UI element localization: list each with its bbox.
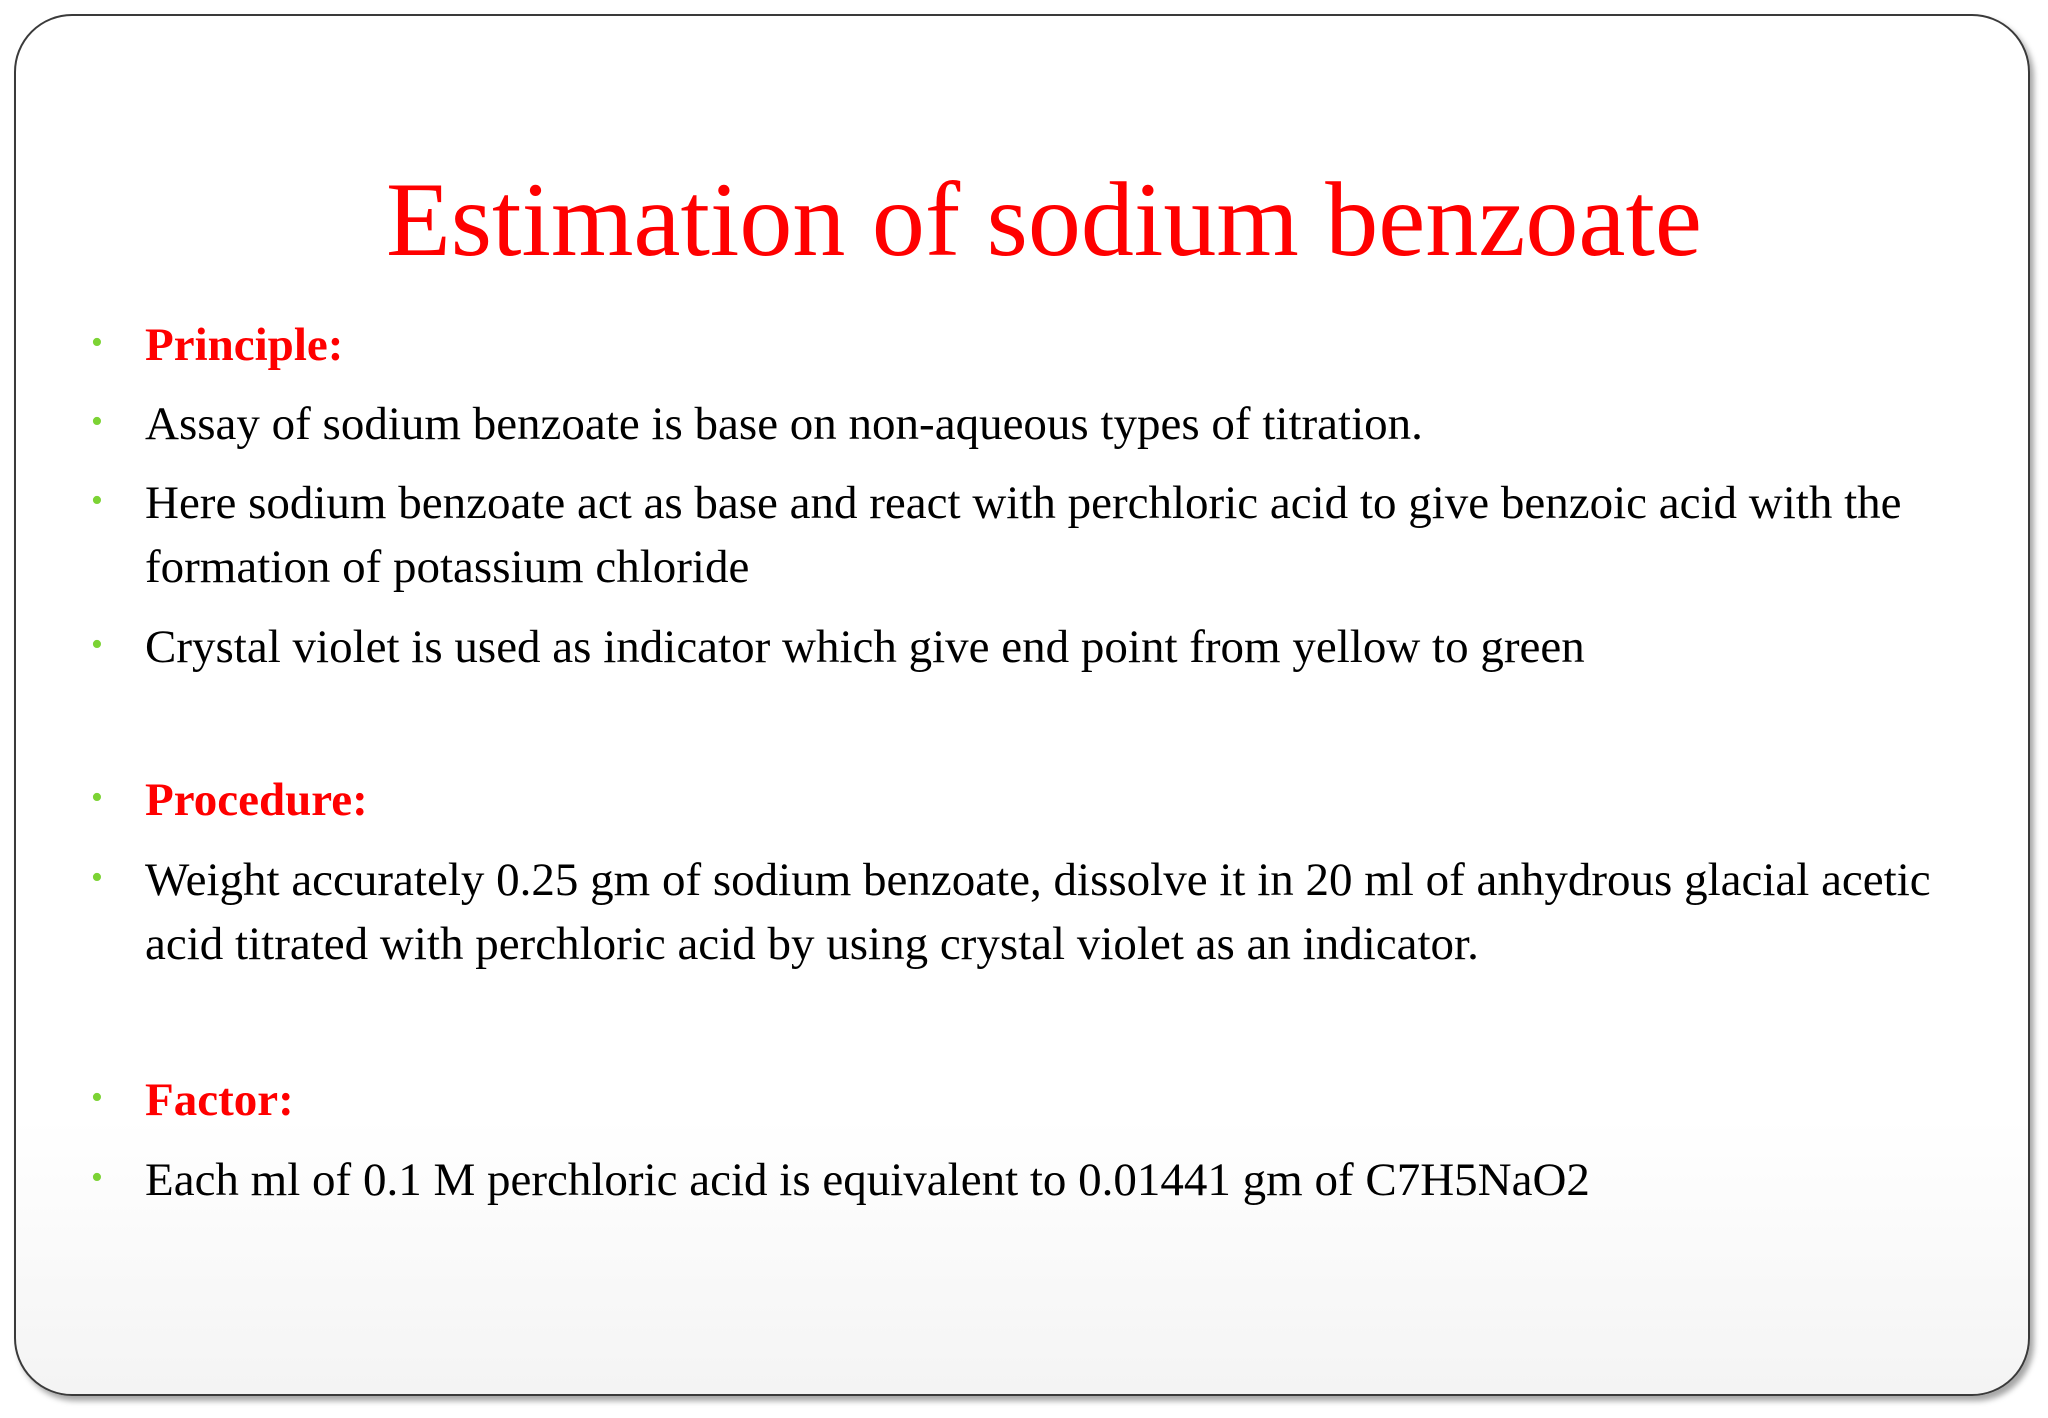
bullet-icon: •	[91, 626, 103, 663]
list-item-procedure-heading	[91, 768, 1975, 832]
list-item-text: Here sodium benzoate act as base and react with perchloric acid to give benzoic acid with the formation of potassium chloride	[145, 477, 1902, 593]
list-item-text: Weight accurately 0.25 gm of sodium benzoate, dissolve it in 20 ml of anhydrous glacial acetic acid titrated with perchloric acid by using crystal violet as an indicator.	[145, 854, 1931, 970]
list-item-principle-heading	[91, 313, 1975, 377]
list-item-text: Crystal violet is used as indicator which give end point from yellow to green	[145, 621, 1585, 673]
bullet-icon: •	[91, 324, 103, 361]
list-item	[91, 1148, 1975, 1212]
list-item	[91, 615, 1975, 679]
list-item	[91, 471, 1975, 599]
section-heading: Factor:	[145, 1074, 294, 1126]
slide-title: Estimation of sodium benzoate	[386, 161, 1702, 278]
bullet-icon: •	[91, 1079, 103, 1116]
bullet-icon: •	[91, 1159, 103, 1196]
list-item	[91, 848, 1975, 976]
list-item-text: Each ml of 0.1 M perchloric acid is equivalent to 0.01441 gm of C7H5NaO2	[145, 1154, 1590, 1206]
list-item-factor-heading	[91, 1068, 1975, 1132]
bullet-icon: •	[91, 403, 103, 440]
bullet-icon: •	[91, 859, 103, 896]
list-item-text: Assay of sodium benzoate is base on non-aqueous types of titration.	[145, 398, 1423, 450]
bullet-icon: •	[91, 482, 103, 519]
section-heading: Procedure:	[145, 774, 368, 826]
section-heading: Principle:	[145, 319, 344, 371]
bullet-icon: •	[91, 779, 103, 816]
list-item	[91, 392, 1975, 456]
